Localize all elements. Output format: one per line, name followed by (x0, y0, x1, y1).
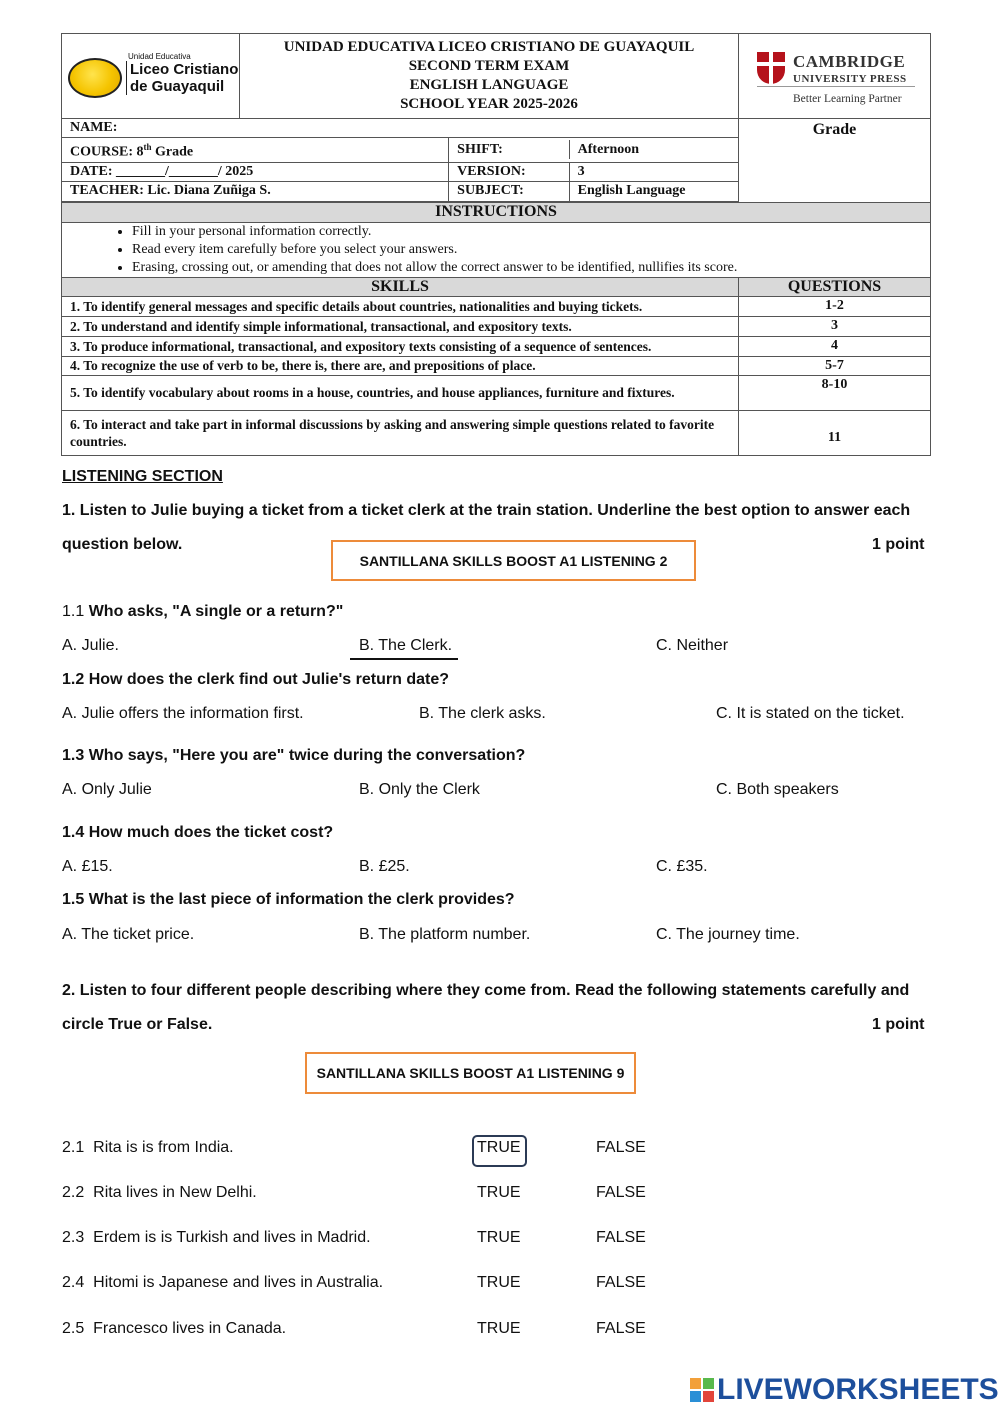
cambridge-line2: UNIVERSITY PRESS (793, 73, 907, 85)
option-b[interactable]: B. The platform number. (359, 926, 531, 943)
true-option[interactable]: TRUE (477, 1139, 521, 1156)
skill-row-questions: 4 (739, 336, 931, 356)
logo-name-line2: de Guayaquil (130, 78, 225, 95)
option-a[interactable]: A. Only Julie (62, 781, 152, 798)
skill-row-questions: 11 (739, 410, 931, 455)
course-sup: th (143, 142, 152, 152)
statement-text: Rita lives in New Delhi. (93, 1184, 257, 1201)
skill-row-text: 6. To interact and take part in informal discussions by asking and answering simple questions related to favorite countries. (62, 410, 739, 455)
cambridge-logo (739, 34, 929, 118)
questions-header: QUESTIONS (739, 277, 931, 296)
title-line: UNIDAD EDUCATIVA LICEO CRISTIANO DE GUAYAQUIL (283, 39, 695, 55)
skill-row-text: 2. To understand and identify simple informational, transactional, and expository texts. (62, 316, 739, 336)
false-option[interactable]: FALSE (596, 1320, 646, 1337)
true-option[interactable]: TRUE (477, 1320, 521, 1337)
cambridge-logo-cell (739, 34, 931, 119)
statement-2-1 (62, 1139, 234, 1157)
sun-logo-icon (68, 58, 122, 98)
exam-header-table (61, 33, 931, 456)
course-field (62, 138, 449, 163)
grade-label: Grade (812, 121, 857, 138)
option-b[interactable]: B. £25. (359, 858, 410, 875)
statement-text: Francesco lives in Canada. (93, 1320, 287, 1337)
option-b[interactable]: B. The clerk asks. (419, 705, 546, 722)
statement-number: 2.5 (62, 1320, 85, 1337)
q1-audio-source-label: SANTILLANA SKILLS BOOST A1 LISTENING 2 (331, 540, 696, 581)
logo-name (126, 61, 238, 95)
liveworksheets-wordmark: LIVEWORKSHEETS (717, 1373, 999, 1406)
skill-row-text: 3. To produce informational, transactional, and expository texts consisting of a sequence of sentences. (62, 336, 739, 356)
question-number: 1.1 (62, 603, 89, 620)
statement-number: 2.4 (62, 1274, 85, 1291)
option-c[interactable]: C. £35. (656, 858, 708, 875)
q1-instruction-line2: question below. (62, 536, 183, 553)
school-logo (62, 34, 239, 118)
statement-number: 2.2 (62, 1184, 85, 1201)
option-a[interactable]: A. £15. (62, 858, 113, 875)
skill-row-text: 4. To recognize the use of verb to be, there is, there are, and prepositions of place. (62, 356, 739, 375)
exam-title (240, 34, 739, 119)
cambridge-shield-icon (757, 52, 785, 84)
skill-row-questions: 3 (739, 316, 931, 336)
skill-row-text: 1. To identify general messages and specific details about countries, nationalities and buying tickets. (62, 296, 739, 316)
skill-row-questions: 8-10 (739, 375, 931, 410)
subject-cell (449, 181, 739, 201)
statement-2-2 (62, 1184, 257, 1202)
shift-value: Afternoon (577, 141, 640, 157)
option-c[interactable]: C. It is stated on the ticket. (716, 705, 905, 722)
statement-text: Hitomi is Japanese and lives in Australia. (93, 1274, 384, 1291)
option-c[interactable]: C. Both speakers (716, 781, 839, 798)
skill-row-questions: 5-7 (739, 356, 931, 375)
question-1-1 (62, 603, 343, 621)
option-a[interactable]: A. Julie offers the information first. (62, 705, 304, 722)
answer-underline (350, 658, 458, 660)
false-option[interactable]: FALSE (596, 1139, 646, 1156)
option-c[interactable]: C. The journey time. (656, 926, 800, 943)
cambridge-tagline: Better Learning Partner (793, 93, 902, 105)
option-a[interactable]: A. Julie. (62, 637, 119, 654)
true-option[interactable]: TRUE (477, 1229, 521, 1246)
statement-text: Erdem is is Turkish and lives in Madrid. (93, 1229, 371, 1246)
q1-points: 1 point (872, 536, 925, 553)
school-logo-cell (62, 34, 240, 119)
logo-small-text: Unidad Educativa (128, 52, 191, 61)
section-title: LISTENING SECTION (62, 468, 223, 485)
instruction-item: • Erasing, crossing out, or amending that does not allow the correct answer to be identified, nullifies its score. (132, 259, 930, 277)
grade-field[interactable] (739, 119, 931, 203)
statement-2-3 (62, 1229, 371, 1247)
liveworksheets-logo[interactable] (690, 1375, 999, 1405)
question-1-5: 1.5 What is the last piece of information the clerk provides? (62, 891, 515, 908)
question-1-3: 1.3 Who says, "Here you are" twice during the conversation? (62, 747, 526, 764)
shift-label: SHIFT: (449, 140, 569, 159)
title-line: SCHOOL YEAR 2025-2026 (400, 96, 578, 112)
q2-points: 1 point (872, 1016, 925, 1033)
false-option[interactable]: FALSE (596, 1229, 646, 1246)
option-a[interactable]: A. The ticket price. (62, 926, 195, 943)
option-b[interactable]: B. The Clerk. (359, 637, 453, 654)
question-text: Who asks, "A single or a return?" (88, 603, 344, 620)
statement-number: 2.1 (62, 1139, 85, 1156)
logo-name-line1: Liceo Cristiano (130, 61, 239, 78)
question-1-2: 1.2 How does the clerk find out Julie's return date? (62, 671, 449, 688)
instructions-list (62, 222, 931, 277)
date-field[interactable]: DATE: _______/_______/ 2025 (62, 162, 449, 181)
name-label: NAME: (70, 120, 118, 135)
title-line: SECOND TERM EXAM (408, 58, 570, 74)
subject-label: SUBJECT: (449, 182, 569, 201)
teacher-field: TEACHER: Lic. Diana Zuñiga S. (62, 181, 449, 201)
skill-row-text: 5. To identify vocabulary about rooms in a house, countries, and house appliances, furniture and fixtures. (62, 375, 739, 410)
q2-instruction-line2: circle True or False. (62, 1016, 213, 1033)
version-cell (449, 162, 739, 181)
instructions-title: INSTRUCTIONS (62, 202, 931, 222)
name-field[interactable] (62, 119, 739, 138)
true-option[interactable]: TRUE (477, 1274, 521, 1291)
q2-instruction: 2. Listen to four different people describing where they come from. Read the following statements carefully and (62, 982, 910, 999)
title-line: ENGLISH LANGUAGE (409, 77, 569, 93)
shift-cell (449, 138, 739, 163)
statement-2-4 (62, 1274, 383, 1292)
statement-number: 2.3 (62, 1229, 85, 1246)
question-1-4: 1.4 How much does the ticket cost? (62, 824, 334, 841)
option-b[interactable]: B. Only the Clerk (359, 781, 480, 798)
instruction-item: • Fill in your personal information correctly. (132, 223, 930, 241)
q2-audio-source-label: SANTILLANA SKILLS BOOST A1 LISTENING 9 (305, 1052, 636, 1094)
false-option[interactable]: FALSE (596, 1274, 646, 1291)
skills-header: SKILLS (62, 277, 739, 296)
course-label: COURSE: 8 (70, 144, 144, 160)
version-label: VERSION: (449, 163, 569, 181)
instruction-item: • Read every item carefully before you select your answers. (132, 241, 930, 259)
false-option[interactable]: FALSE (596, 1184, 646, 1201)
course-suffix: Grade (151, 144, 194, 160)
version-value: 3 (577, 163, 585, 179)
true-option[interactable]: TRUE (477, 1184, 521, 1201)
option-c[interactable]: C. Neither (656, 637, 729, 654)
statement-2-5 (62, 1320, 286, 1338)
statement-text: Rita is is from India. (93, 1139, 234, 1156)
q1-instruction: 1. Listen to Julie buying a ticket from a ticket clerk at the train station. Underline the best option to answer each (62, 502, 911, 519)
cambridge-line1: CAMBRIDGE (793, 52, 906, 71)
skill-row-questions: 1-2 (739, 296, 931, 316)
subject-value: English Language (577, 183, 686, 199)
liveworksheets-grid-icon (690, 1378, 714, 1402)
